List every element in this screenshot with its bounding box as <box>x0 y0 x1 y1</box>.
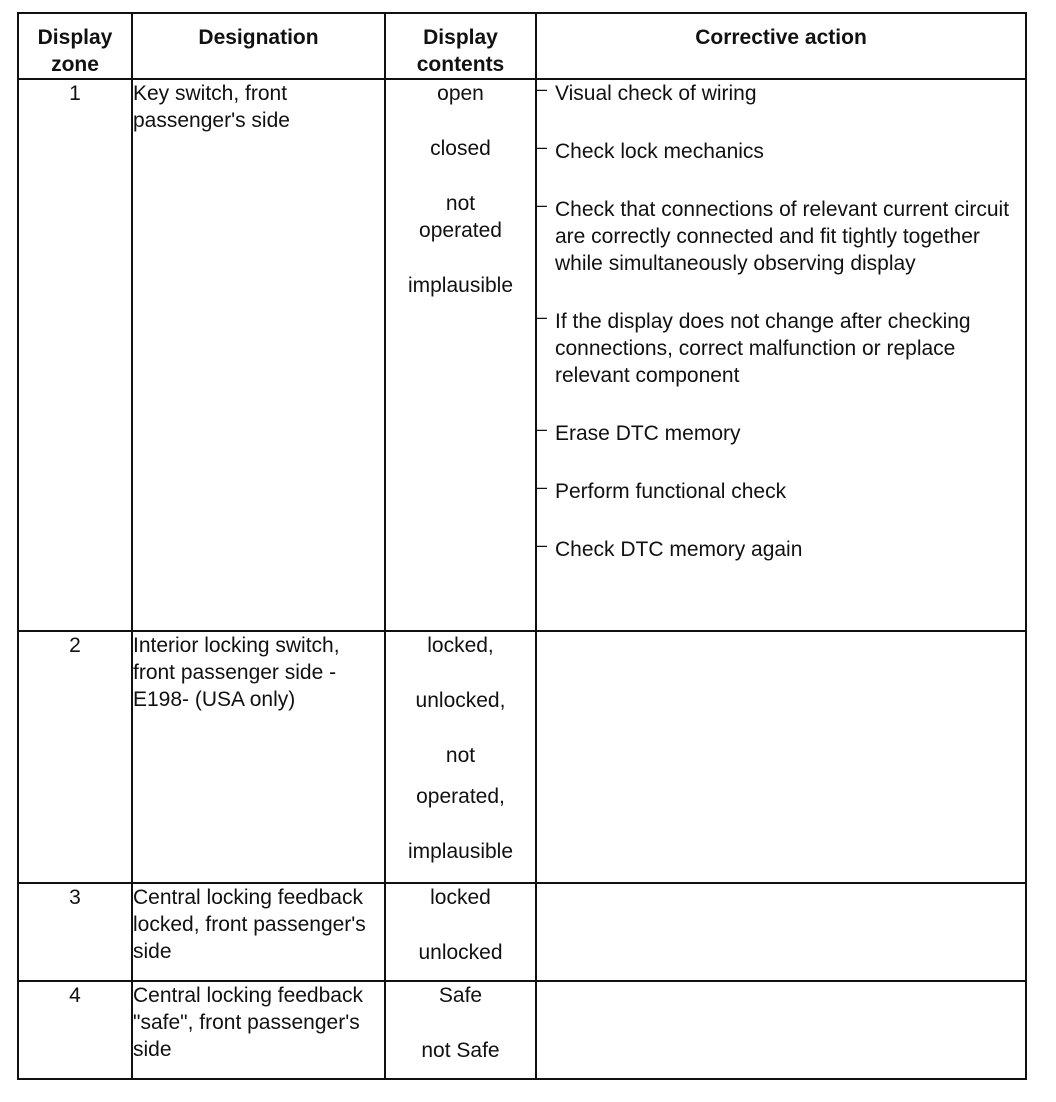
action-item <box>537 536 1025 563</box>
display-value: not Safe <box>421 1039 500 1062</box>
display-value: implausible <box>407 840 514 863</box>
corrective-action-cell <box>536 883 1026 981</box>
action-item <box>537 138 1025 165</box>
display-value: closed <box>430 137 491 160</box>
designation-cell: Interior locking switch, front passenger side -E198- (USA only) <box>132 631 385 883</box>
designation-cell: Central locking feedback "safe", front passenger's side <box>132 981 385 1079</box>
zone-cell: 2 <box>18 631 132 883</box>
action-text: Check that connections of relevant current circuit are correctly connected and fit tightly together while simultaneously observing display <box>555 198 1010 275</box>
dash-bullet-icon: – <box>537 195 548 215</box>
dash-bullet-icon: – <box>537 79 548 99</box>
action-text: Check lock mechanics <box>555 140 764 163</box>
zone-cell: 4 <box>18 981 132 1079</box>
display-contents-cell <box>385 631 536 883</box>
corrective-action-cell <box>536 981 1026 1079</box>
action-item <box>537 308 1025 389</box>
corrective-action-cell <box>536 79 1026 631</box>
display-contents-cell <box>385 981 536 1079</box>
dash-bullet-icon: – <box>537 137 548 157</box>
table-row <box>18 883 1026 981</box>
header-display-zone: Display zone <box>18 13 132 79</box>
display-value: operated, <box>416 785 505 808</box>
dash-bullet-icon: – <box>537 419 548 439</box>
zone-cell: 1 <box>18 79 132 631</box>
action-item <box>537 80 1025 107</box>
display-value: unlocked, <box>415 689 506 712</box>
display-value: locked, <box>427 634 494 657</box>
action-item <box>537 196 1025 277</box>
display-value: Safe <box>438 984 483 1007</box>
header-row <box>18 13 1026 79</box>
designation-cell: Key switch, front passenger's side <box>132 79 385 631</box>
display-value: unlocked <box>418 941 503 964</box>
action-text: Visual check of wiring <box>555 82 757 105</box>
header-designation: Designation <box>132 13 385 79</box>
display-value: open <box>437 82 484 105</box>
display-value: implausible <box>407 274 514 297</box>
display-contents-cell <box>385 883 536 981</box>
corrective-action-cell <box>536 631 1026 883</box>
dtc-table <box>17 12 1027 1080</box>
header-corrective-action: Corrective action <box>536 13 1026 79</box>
table-row <box>18 79 1026 631</box>
display-contents-cell <box>385 79 536 631</box>
table-row <box>18 981 1026 1079</box>
action-text: If the display does not change after checking connections, correct malfunction or replace relevant component <box>555 310 971 387</box>
action-item <box>537 478 1025 505</box>
action-text: Check DTC memory again <box>555 538 803 561</box>
display-value: not operated <box>419 192 502 242</box>
action-item <box>537 420 1025 447</box>
zone-cell: 3 <box>18 883 132 981</box>
action-text: Perform functional check <box>555 480 787 503</box>
table-row <box>18 631 1026 883</box>
dash-bullet-icon: – <box>537 477 548 497</box>
action-text: Erase DTC memory <box>555 422 741 445</box>
dash-bullet-icon: – <box>537 307 548 327</box>
header-display-contents: Display contents <box>385 13 536 79</box>
dash-bullet-icon: – <box>537 535 548 555</box>
display-value: not <box>445 744 476 767</box>
designation-cell: Central locking feedback locked, front passenger's side <box>132 883 385 981</box>
display-value: locked <box>430 886 491 909</box>
